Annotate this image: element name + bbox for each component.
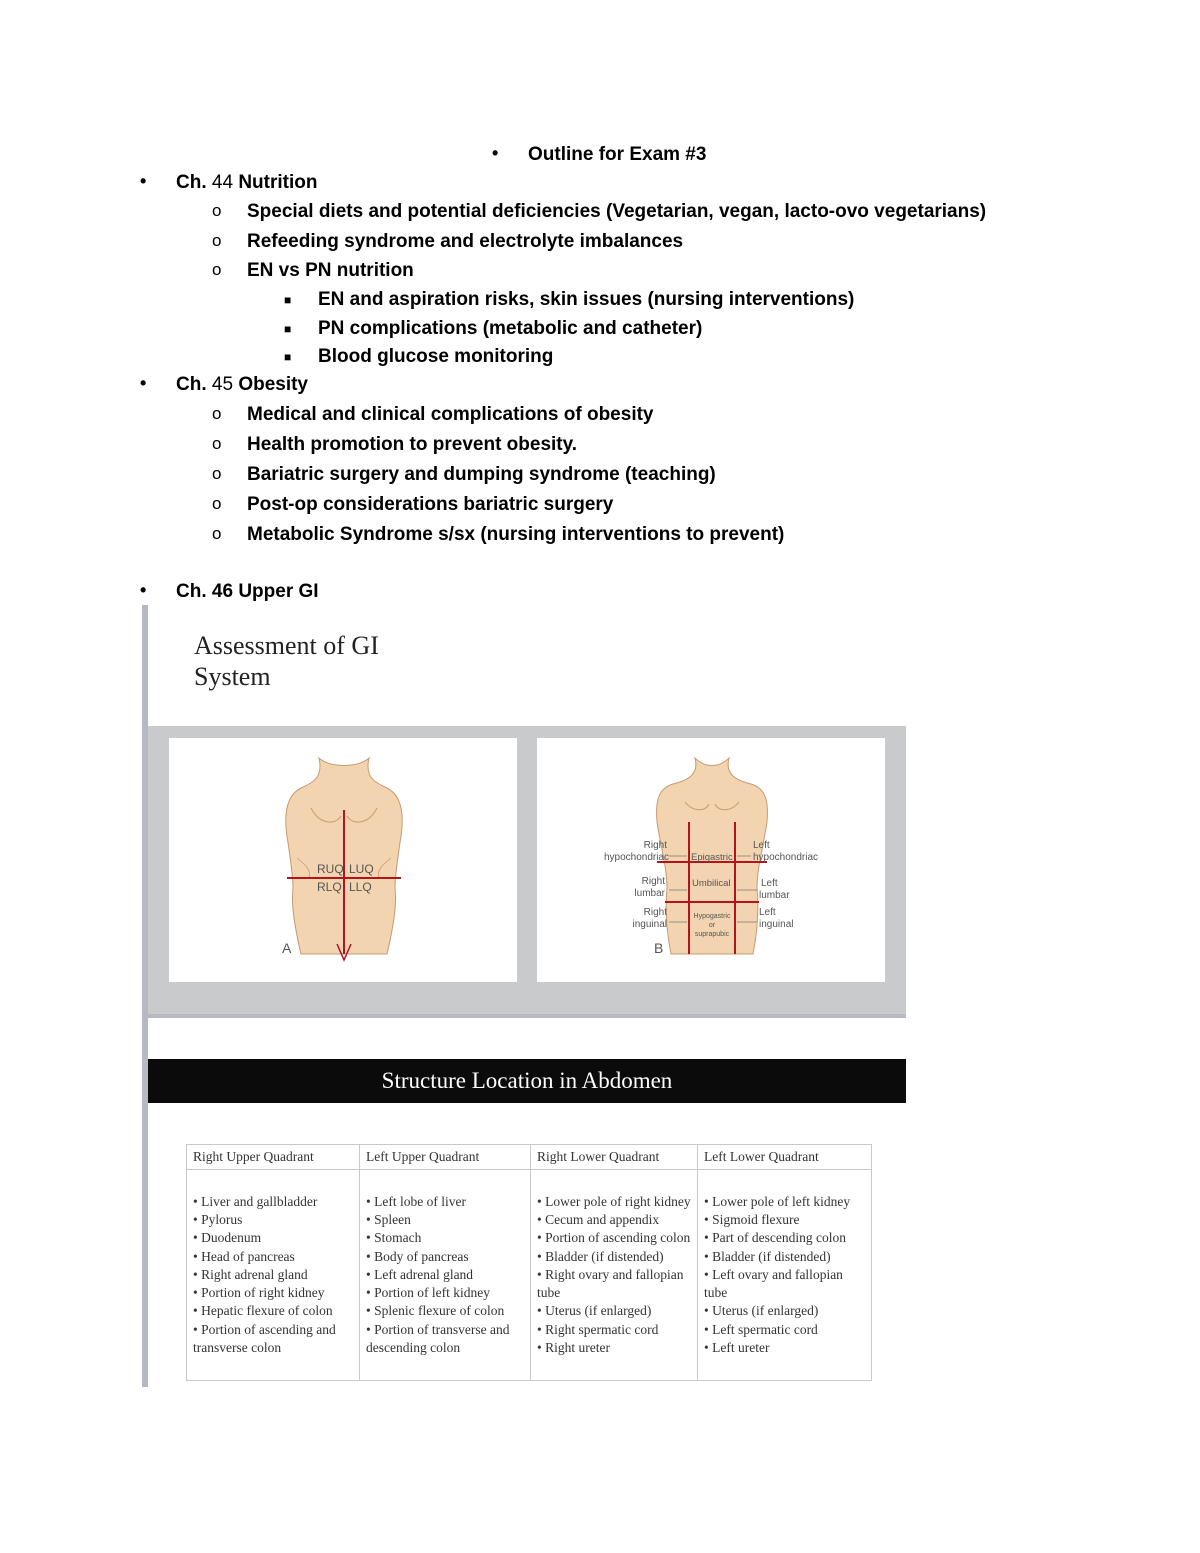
figure-a-letter: A — [282, 940, 292, 956]
label-right-hypochondriac-1: Right — [643, 840, 667, 851]
label-rlq: RLQ — [317, 880, 342, 894]
list-item: • Lower pole of left kidney — [704, 1193, 865, 1211]
chapter-45-heading: Ch. 45 Obesity — [176, 374, 309, 395]
outline-item: Health promotion to prevent obesity. — [247, 434, 578, 455]
bullet-marker: • — [140, 171, 147, 191]
sub-bullet-marker: o — [212, 231, 222, 250]
slide-title: Assessment of GI System — [194, 631, 379, 691]
list-item: • Left ovary and fallopian tube — [704, 1266, 865, 1302]
list-item: • Portion of left kidney — [366, 1284, 524, 1302]
list-item: • Sigmoid flexure — [704, 1211, 865, 1229]
outline-subitem: PN complications (metabolic and catheter) — [318, 318, 703, 339]
list-item: • Duodenum — [193, 1229, 353, 1247]
label-right-hypochondriac-2: hypochondriac — [603, 852, 669, 863]
outline-item: EN vs PN nutrition — [247, 260, 414, 281]
list-item: • Portion of right kidney — [193, 1284, 353, 1302]
cell-right-upper-quadrant — [187, 1170, 360, 1381]
label-left-hypochondriac-2: hypochondriac — [753, 852, 819, 863]
outline-item: Post-op considerations bariatric surgery — [247, 494, 614, 515]
list-item: • Bladder (if distended) — [537, 1248, 691, 1266]
list-item: • Left spermatic cord — [704, 1321, 865, 1339]
list-item: • Cecum and appendix — [537, 1211, 691, 1229]
label-umbilical: Umbilical — [692, 878, 731, 889]
figure-b-regions — [537, 738, 885, 982]
bullet-marker: • — [492, 143, 499, 163]
square-bullet-marker: ■ — [284, 322, 292, 336]
sub-bullet-marker: o — [212, 201, 222, 220]
cell-right-lower-quadrant — [531, 1170, 698, 1381]
square-bullet-marker: ■ — [284, 293, 292, 307]
label-right-lumbar-2: lumbar — [634, 888, 665, 899]
header-left-lower-quadrant: Left Lower Quadrant — [698, 1145, 872, 1170]
label-ruq: RUQ — [317, 862, 344, 876]
list-item: • Left lobe of liver — [366, 1193, 524, 1211]
sub-bullet-marker: o — [212, 404, 222, 423]
outline-item: Refeeding syndrome and electrolyte imbalances — [247, 231, 684, 252]
outline-item: Bariatric surgery and dumping syndrome (teaching) — [247, 464, 716, 485]
list-item: • Liver and gallbladder — [193, 1193, 353, 1211]
label-llq: LLQ — [349, 880, 372, 894]
list-item: • Hepatic flexure of colon — [193, 1302, 353, 1320]
label-left-inguinal-1: Left — [759, 907, 776, 918]
table-header-row — [187, 1145, 872, 1170]
quadrant-structure-table — [186, 1144, 872, 1381]
table-row — [187, 1170, 872, 1381]
list-item: • Portion of ascending colon — [537, 1229, 691, 1247]
outline-item: Special diets and potential deficiencies (Vegetarian, vegan, lacto-ovo vegetarians) — [247, 201, 987, 222]
list-item: • Part of descending colon — [704, 1229, 865, 1247]
outline-item: Medical and clinical complications of obesity — [247, 404, 654, 425]
square-bullet-marker: ■ — [284, 350, 292, 364]
list-item: • Head of pancreas — [193, 1248, 353, 1266]
list-item: • Uterus (if enlarged) — [704, 1302, 865, 1320]
list-item: • Right adrenal gland — [193, 1266, 353, 1284]
label-epigastric: Epigastric — [691, 852, 733, 863]
sub-bullet-marker: o — [212, 260, 222, 279]
list-item: • Bladder (if distended) — [704, 1248, 865, 1266]
cell-left-lower-quadrant — [698, 1170, 872, 1381]
sub-bullet-marker: o — [212, 494, 222, 513]
label-left-lumbar-1: Left — [761, 878, 778, 889]
list-item: • Body of pancreas — [366, 1248, 524, 1266]
header-right-upper-quadrant: Right Upper Quadrant — [187, 1145, 360, 1170]
figure-b-svg — [537, 738, 885, 982]
list-item: • Left adrenal gland — [366, 1266, 524, 1284]
list-item: • Lower pole of right kidney — [537, 1193, 691, 1211]
label-hypogastric-or: or — [708, 922, 716, 929]
list-item: • Portion of ascending and transverse colon — [193, 1321, 353, 1357]
label-right-inguinal-1: Right — [643, 907, 667, 918]
list-item: • Splenic flexure of colon — [366, 1302, 524, 1320]
list-item: • Right ureter — [537, 1339, 691, 1357]
sub-bullet-marker: o — [212, 524, 222, 543]
sub-bullet-marker: o — [212, 434, 222, 453]
list-item: • Uterus (if enlarged) — [537, 1302, 691, 1320]
cell-left-upper-quadrant — [360, 1170, 531, 1381]
label-luq: LUQ — [349, 862, 374, 876]
label-right-lumbar-1: Right — [641, 876, 665, 887]
label-right-inguinal-2: inguinal — [632, 919, 667, 930]
chapter-46-heading: Ch. 46 Upper GI — [176, 581, 319, 602]
structure-title: Structure Location in Abdomen — [381, 1068, 673, 1093]
outline-subitem: Blood glucose monitoring — [318, 346, 554, 367]
label-hypogastric: Hypogastric — [693, 913, 731, 920]
list-item: • Portion of transverse and descending colon — [366, 1321, 524, 1357]
outline-item: Metabolic Syndrome s/sx (nursing interventions to prevent) — [247, 524, 785, 545]
sub-bullet-marker: o — [212, 464, 222, 483]
list-item: • Spleen — [366, 1211, 524, 1229]
figure-b-letter: B — [654, 940, 664, 956]
bullet-marker: • — [140, 373, 147, 393]
list-item: • Pylorus — [193, 1211, 353, 1229]
label-left-lumbar-2: lumbar — [759, 890, 790, 901]
list-item: • Stomach — [366, 1229, 524, 1247]
figure-a-svg — [169, 738, 517, 982]
chapter-44-heading: Ch. 44 Nutrition — [176, 172, 318, 193]
label-left-hypochondriac-1: Left — [753, 840, 770, 851]
figure-a-quadrants — [169, 738, 517, 982]
outline-title: Outline for Exam #3 — [528, 144, 707, 165]
header-left-upper-quadrant: Left Upper Quadrant — [360, 1145, 531, 1170]
list-item: • Right ovary and fallopian tube — [537, 1266, 691, 1302]
list-item: • Left ureter — [704, 1339, 865, 1357]
figure-band-divider — [148, 1014, 906, 1018]
header-right-lower-quadrant: Right Lower Quadrant — [531, 1145, 698, 1170]
label-left-inguinal-2: inguinal — [759, 919, 794, 930]
bullet-marker: • — [140, 580, 147, 600]
list-item: • Right spermatic cord — [537, 1321, 691, 1339]
outline-subitem: EN and aspiration risks, skin issues (nursing interventions) — [318, 289, 855, 310]
label-suprapubic: suprapubic — [694, 931, 730, 938]
